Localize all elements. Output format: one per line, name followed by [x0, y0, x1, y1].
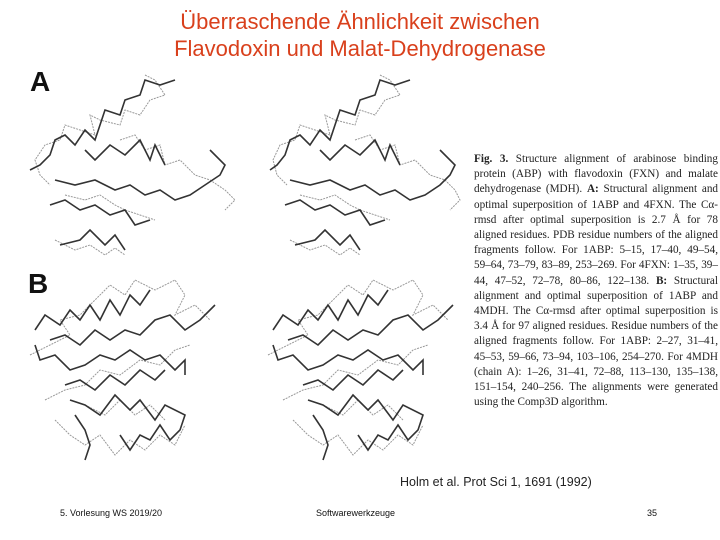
caption-intro: Structure alignment of arabinose binding protein (ABP) with flavodoxin (FXN) and malate dehydrogenase (MDH). [474, 153, 718, 196]
structure-image-b-left [25, 275, 255, 470]
footer-course: Softwarewerkzeuge [316, 508, 396, 518]
caption-b-label: B: [655, 274, 668, 287]
figure-caption [474, 152, 718, 410]
slide-title [0, 8, 720, 62]
footer-lecture: 5. Vorlesung WS 2019/20 [60, 508, 163, 518]
structure-image-a-left [25, 70, 255, 260]
panel-label-b: B [28, 268, 49, 299]
footer-page-number: 35 [647, 508, 658, 518]
caption-a-text: Structural alignment and optimal superposition of 1ABP and 4FXN. The Cα-rmsd after optimal superposition is 2.7 Å for 78 aligned residues. PDB residue numbers of the aligned fragments follow. For 1ABP: 5–15, 17–40, 49–54, 59–64, 73–79, 83–89, 253–269. For 4FXN: 1–35, 39–44, 47–52, 72–78, 80–86, 122–138. [474, 183, 719, 287]
citation: Holm et al. Prot Sci 1, 1691 (1992) [400, 475, 592, 489]
structure-image-a-right [265, 70, 475, 260]
structure-image-b-right [265, 275, 475, 470]
panel-label-a: A [30, 66, 51, 97]
caption-a-label: A: [586, 183, 599, 196]
title-line-1: Überraschende Ähnlichkeit zwischen [180, 9, 540, 34]
caption-b-text: Structural alignment and optimal superposition of 1ABP and 4MDH. The Cα-rmsd after optimal superposition is 3.4 Å for 97 aligned residues. Residue numbers of the aligned fragments follow. For 1ABP: 2–27, 31–41, 45–53, 59–66, 73–94, 103–106, 254–270. For 4MDH (chain A): 1–26, 31–41, 72–88, 113–130, 135–138, 151–154, 240–256. The alignments were generated using the Comp3D algorithm. [474, 274, 718, 409]
caption-fig-label: Fig. 3. [474, 153, 509, 165]
title-line-2: Flavodoxin und Malat-Dehydrogenase [174, 36, 546, 61]
